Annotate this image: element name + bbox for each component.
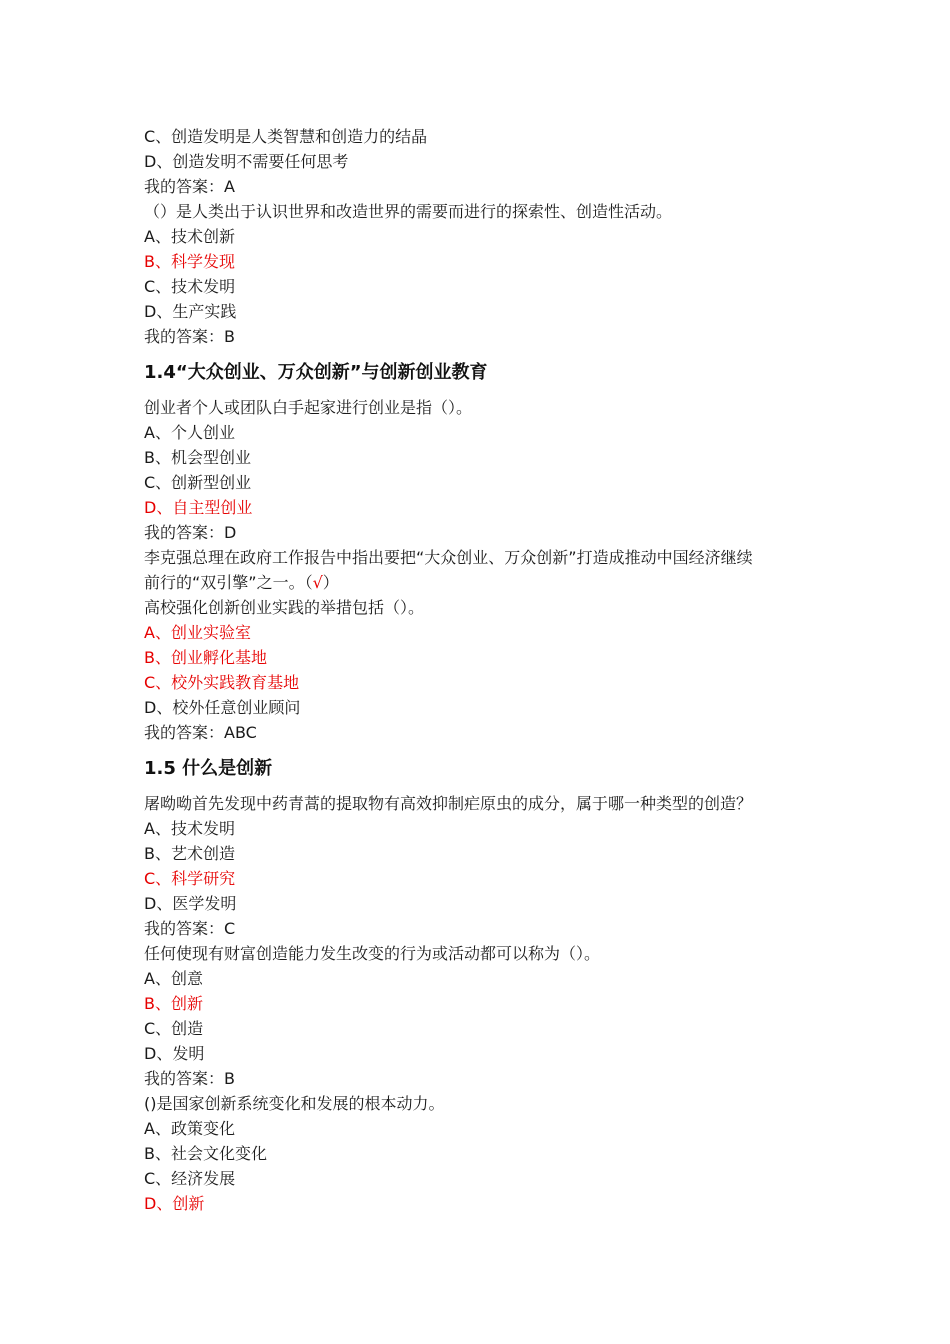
answer-option: A、政策变化 — [144, 1119, 235, 1138]
answer-option: B、艺术创造 — [144, 844, 235, 863]
answer-option: D、生产实践 — [144, 302, 237, 321]
correct-option: C、科学研究 — [144, 869, 236, 888]
section-heading: 1.4“大众创业、万众创新”与创新创业教育 — [144, 362, 488, 383]
my-answer: 我的答案：B — [144, 1069, 235, 1088]
question-text: 屠呦呦首先发现中药青蒿的提取物有高效抑制疟原虫的成分，属于哪一种类型的创造？ — [144, 794, 753, 813]
my-answer: 我的答案：C — [144, 919, 236, 938]
my-answer: 我的答案：B — [144, 327, 235, 346]
document-content — [144, 124, 824, 1216]
answer-option: C、创造 — [144, 1019, 204, 1038]
answer-option: D、医学发明 — [144, 894, 237, 913]
correct-option: B、创业孵化基地 — [144, 648, 267, 667]
question-text: 李克强总理在政府工作报告中指出要把“大众创业、万众创新”打造成推动中国经济继续 — [144, 548, 753, 567]
question-text: 高校强化创新创业实践的举措包括（）。 — [144, 598, 425, 617]
answer-option: D、创造发明不需要任何思考 — [144, 152, 349, 171]
question-text: 前行的“双引擎”之一。（ — [144, 573, 313, 592]
answer-option: C、技术发明 — [144, 277, 236, 296]
answer-mark: √ — [312, 573, 323, 592]
correct-option: D、创新 — [144, 1194, 205, 1213]
answer-option: A、个人创业 — [144, 423, 235, 442]
question-text-tail: ） — [322, 573, 339, 592]
answer-option: C、创造发明是人类智慧和创造力的结晶 — [144, 127, 428, 146]
answer-option: B、机会型创业 — [144, 448, 251, 467]
answer-option: C、创新型创业 — [144, 473, 252, 492]
answer-option: D、校外任意创业顾问 — [144, 698, 301, 717]
answer-option: D、发明 — [144, 1044, 205, 1063]
answer-option: A、技术创新 — [144, 227, 235, 246]
my-answer: 我的答案：A — [144, 177, 235, 196]
question-text: 创业者个人或团队白手起家进行创业是指（）。 — [144, 398, 473, 417]
correct-option: B、科学发现 — [144, 252, 235, 271]
correct-option: C、校外实践教育基地 — [144, 673, 300, 692]
correct-option: D、自主型创业 — [144, 498, 253, 517]
correct-option: B、创新 — [144, 994, 203, 1013]
answer-option: C、经济发展 — [144, 1169, 236, 1188]
question-text: 任何使现有财富创造能力发生改变的行为或活动都可以称为（）。 — [144, 944, 601, 963]
question-text: （）是人类出于认识世界和改造世界的需要而进行的探索性、创造性活动。 — [144, 202, 673, 221]
my-answer: 我的答案：D — [144, 523, 237, 542]
section-heading: 1.5 什么是创新 — [144, 758, 273, 779]
question-text: ()是国家创新系统变化和发展的根本动力。 — [144, 1094, 445, 1113]
answer-option: B、社会文化变化 — [144, 1144, 267, 1163]
correct-option: A、创业实验室 — [144, 623, 251, 642]
true-false-question — [144, 570, 824, 595]
my-answer: 我的答案：ABC — [144, 723, 257, 742]
answer-option: A、创意 — [144, 969, 203, 988]
answer-option: A、技术发明 — [144, 819, 235, 838]
